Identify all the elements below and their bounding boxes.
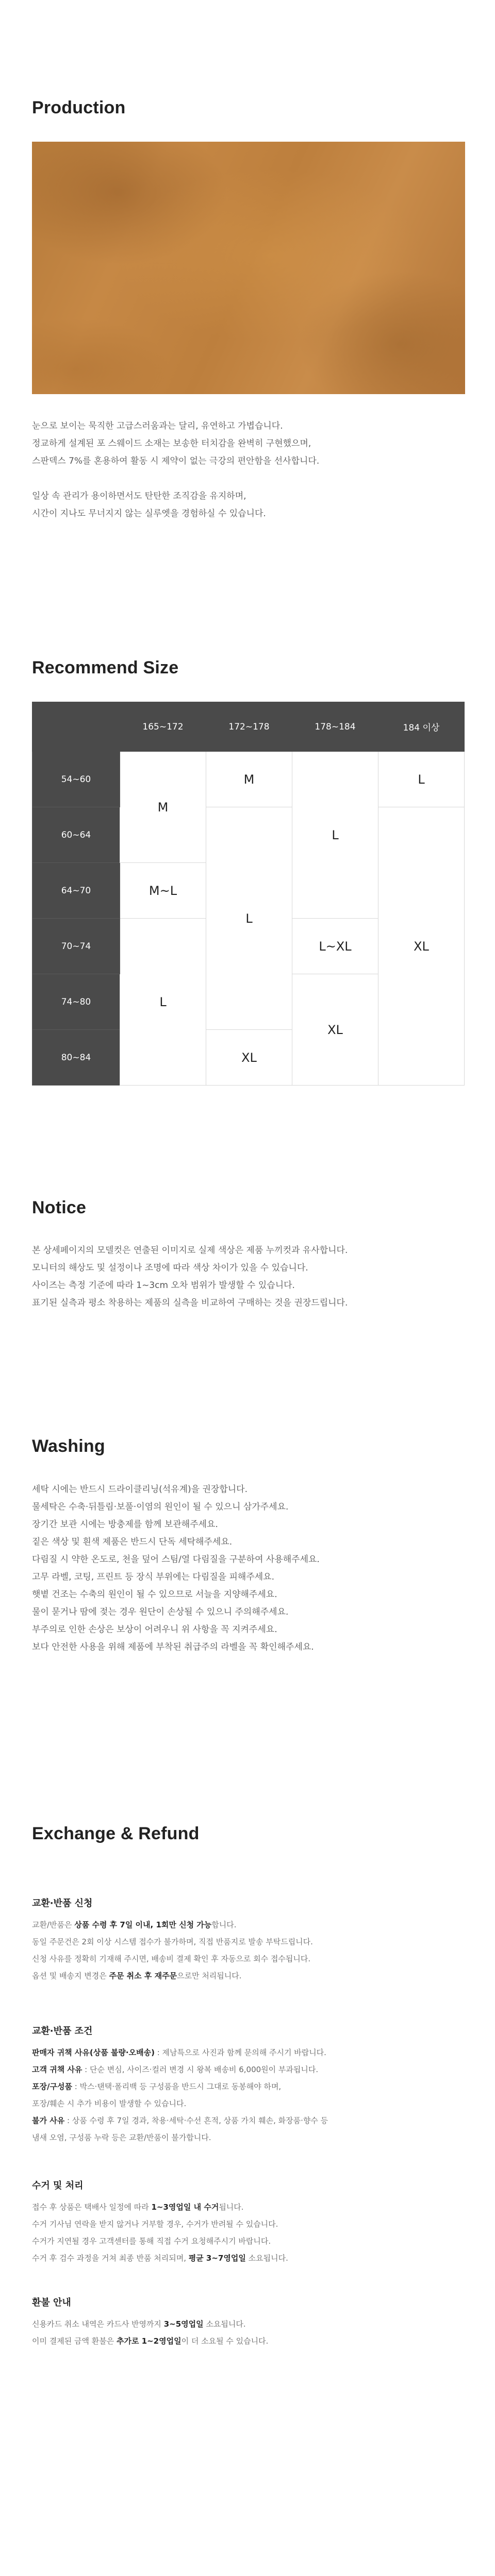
suede-texture-image xyxy=(32,142,465,394)
size-cell: M xyxy=(120,752,206,863)
weight-row-header: 70~74 xyxy=(32,919,120,974)
washing-line: 다림질 시 약한 온도로, 천을 덮어 스팀/열 다림질을 구분하여 사용해주세요. xyxy=(32,1554,320,1565)
condition-line: 냄새 오염, 구성품 누락 등은 교환/반품이 불가합니다. xyxy=(32,2133,211,2142)
washing-line: 장기간 보관 시에는 방충제를 함께 보관해주세요. xyxy=(32,1519,218,1530)
height-column-header: 165~172 xyxy=(120,702,206,752)
size-row xyxy=(32,807,465,863)
size-cell: L~XL xyxy=(292,919,378,974)
production-line: 시간이 지나도 무너지지 않는 실루엣을 경험하실 수 있습니다. xyxy=(32,509,266,519)
condition-line: 포장/구성품 : 박스·탠택·폴리백 등 구성품을 반드시 그대로 동봉해야 하며, xyxy=(32,2082,282,2091)
production-line: 일상 속 관리가 용이하면서도 탄탄한 조직감을 유지하며, xyxy=(32,491,246,501)
washing-line: 보다 안전한 사용을 위해 제품에 부착된 취급주의 라벨을 꼭 확인해주세요. xyxy=(32,1642,314,1652)
washing-line: 햇볕 건조는 수축의 원인이 될 수 있으므로 서늘을 지양해주세요. xyxy=(32,1589,277,1600)
weight-row-header: 64~70 xyxy=(32,863,120,919)
collect-line: 수거 기사님 연락을 받지 않거나 거부할 경우, 수거가 반려될 수 있습니다. xyxy=(32,2219,278,2229)
apply-line: 동일 주문건은 2회 이상 시스템 접수가 불가하며, 직접 반품지로 발송 부탁드립니다. xyxy=(32,1937,313,1946)
notice-line: 모니터의 해상도 및 설정이나 조명에 따라 색상 차이가 있을 수 있습니다. xyxy=(32,1263,308,1273)
weight-row-header: 60~64 xyxy=(32,807,120,863)
notice-title: Notice xyxy=(32,1198,87,1217)
condition-line: 불가 사유 : 상품 수령 후 7일 경과, 착용·세탁·수선 흔적, 상품 가치 훼손, 화장품·향수 등 xyxy=(32,2116,328,2125)
washing-line: 부주의로 인한 손상은 보상이 어려우니 위 사항을 꼭 지켜주세요. xyxy=(32,1624,277,1635)
size-header-row xyxy=(32,702,465,752)
size-row xyxy=(32,752,465,807)
apply-subtitle: 교환·반품 신청 xyxy=(32,1898,93,1909)
apply-line: 신청 사유를 정확히 기재해 주시면, 배송비 결제 확인 후 자동으로 회수 접수됩니다. xyxy=(32,1954,311,1963)
height-column-header: 178~184 xyxy=(292,702,378,752)
washing-text xyxy=(32,1481,465,1656)
production-description xyxy=(32,417,465,522)
size-cell: M~L xyxy=(120,863,206,919)
production-line: 눈으로 보이는 묵직한 고급스러움과는 달리, 유연하고 가볍습니다. xyxy=(32,421,283,431)
size-cell: M xyxy=(206,752,292,807)
weight-row-header: 54~60 xyxy=(32,752,120,807)
collect-subtitle: 수거 및 처리 xyxy=(32,2180,84,2191)
exchange-title: Exchange & Refund xyxy=(32,1824,200,1843)
paragraph-gap xyxy=(32,470,465,487)
size-corner-cell xyxy=(32,702,120,752)
condition-line: 포장/훼손 시 추가 비용이 발생할 수 있습니다. xyxy=(32,2099,187,2108)
collect-line: 수거 후 검수 과정을 거쳐 최종 반품 처리되며, 평균 3~7영업일 소요됩니다. xyxy=(32,2253,288,2263)
washing-line: 짙은 색상 및 흰색 제품은 반드시 단독 세탁해주세요. xyxy=(32,1537,233,1547)
apply-line: 교환/반품은 상품 수령 후 7일 이내, 1회만 신청 가능합니다. xyxy=(32,1920,237,1929)
washing-line: 세탁 시에는 반드시 드라이클리닝(석유계)을 권장합니다. xyxy=(32,1484,248,1495)
collect-line: 수거가 지연될 경우 고객센터를 통해 직접 수거 요청해주시기 바랍니다. xyxy=(32,2236,271,2246)
washing-line: 고무 라벨, 코팅, 프린트 등 장식 부위에는 다림질을 피해주세요. xyxy=(32,1572,274,1582)
apply-text xyxy=(32,1917,465,1985)
condition-line: 판매자 귀책 사유(상품 불량·오배송) : 제남특으로 사진과 함께 문의해 주시기 바랍니다. xyxy=(32,2048,326,2057)
condition-line: 고객 귀책 사유 : 단순 변심, 사이즈·컬러 변경 시 왕복 배송비 6,000원이 부과됩니다. xyxy=(32,2065,319,2074)
collect-text xyxy=(32,2199,465,2267)
size-cell: XL xyxy=(206,1030,292,1086)
weight-row-header: 80~84 xyxy=(32,1030,120,1086)
size-table xyxy=(32,702,465,1086)
collect-line: 접수 후 상품은 택배사 일정에 따라 1~3영업일 내 수거됩니다. xyxy=(32,2202,244,2212)
production-line: 스판덱스 7%를 혼용하여 활동 시 제약이 없는 극강의 편안함을 선사합니다. xyxy=(32,456,320,466)
production-section xyxy=(0,0,495,567)
apply-line: 옵션 및 배송지 변경은 주문 취소 후 재주문으로만 처리됩니다. xyxy=(32,1971,242,1980)
size-cell: XL xyxy=(378,807,465,1086)
height-column-header: 172~178 xyxy=(206,702,292,752)
notice-line: 본 상세페이지의 모델컷은 연출된 이미지로 실제 색상은 제품 누끼컷과 유사합니다. xyxy=(32,1245,348,1256)
size-cell: L xyxy=(292,752,378,919)
washing-line: 물이 묻거나 땀에 젖는 경우 원단이 손상될 수 있으니 주의해주세요. xyxy=(32,1607,289,1617)
washing-line: 물세탁은 수축·뒤틀림·보풀·이염의 원인이 될 수 있으니 삼가주세요. xyxy=(32,1502,289,1512)
refund-text xyxy=(32,2316,465,2350)
notice-text xyxy=(32,1242,465,1312)
height-column-header: 184 이상 xyxy=(378,702,465,752)
size-title: Recommend Size xyxy=(32,658,179,677)
washing-title: Washing xyxy=(32,1436,105,1456)
production-line: 정교하게 설계된 포 스웨이드 소재는 보송한 터치감을 완벽히 구현했으며, xyxy=(32,438,311,449)
notice-line: 표기된 실측과 평소 착용하는 제품의 실측을 비교하여 구매하는 것을 권장드립니다. xyxy=(32,1298,348,1308)
condition-subtitle: 교환·반품 조건 xyxy=(32,2026,93,2037)
production-title: Production xyxy=(32,98,126,117)
size-cell: XL xyxy=(292,974,378,1086)
notice-line: 사이즈는 측정 기준에 따라 1~3cm 오차 범위가 발생할 수 있습니다. xyxy=(32,1280,295,1291)
size-cell: L xyxy=(206,807,292,1030)
size-cell: L xyxy=(378,752,465,807)
refund-subtitle: 환불 안내 xyxy=(32,2297,71,2308)
refund-line: 신용카드 취소 내역은 카드사 반영까지 3~5영업일 소요됩니다. xyxy=(32,2319,246,2329)
condition-text xyxy=(32,2044,465,2146)
refund-line: 이미 결제된 금액 환불은 추가로 1~2영업일이 더 소요될 수 있습니다. xyxy=(32,2336,269,2346)
weight-row-header: 74~80 xyxy=(32,974,120,1030)
size-cell: L xyxy=(120,919,206,1086)
